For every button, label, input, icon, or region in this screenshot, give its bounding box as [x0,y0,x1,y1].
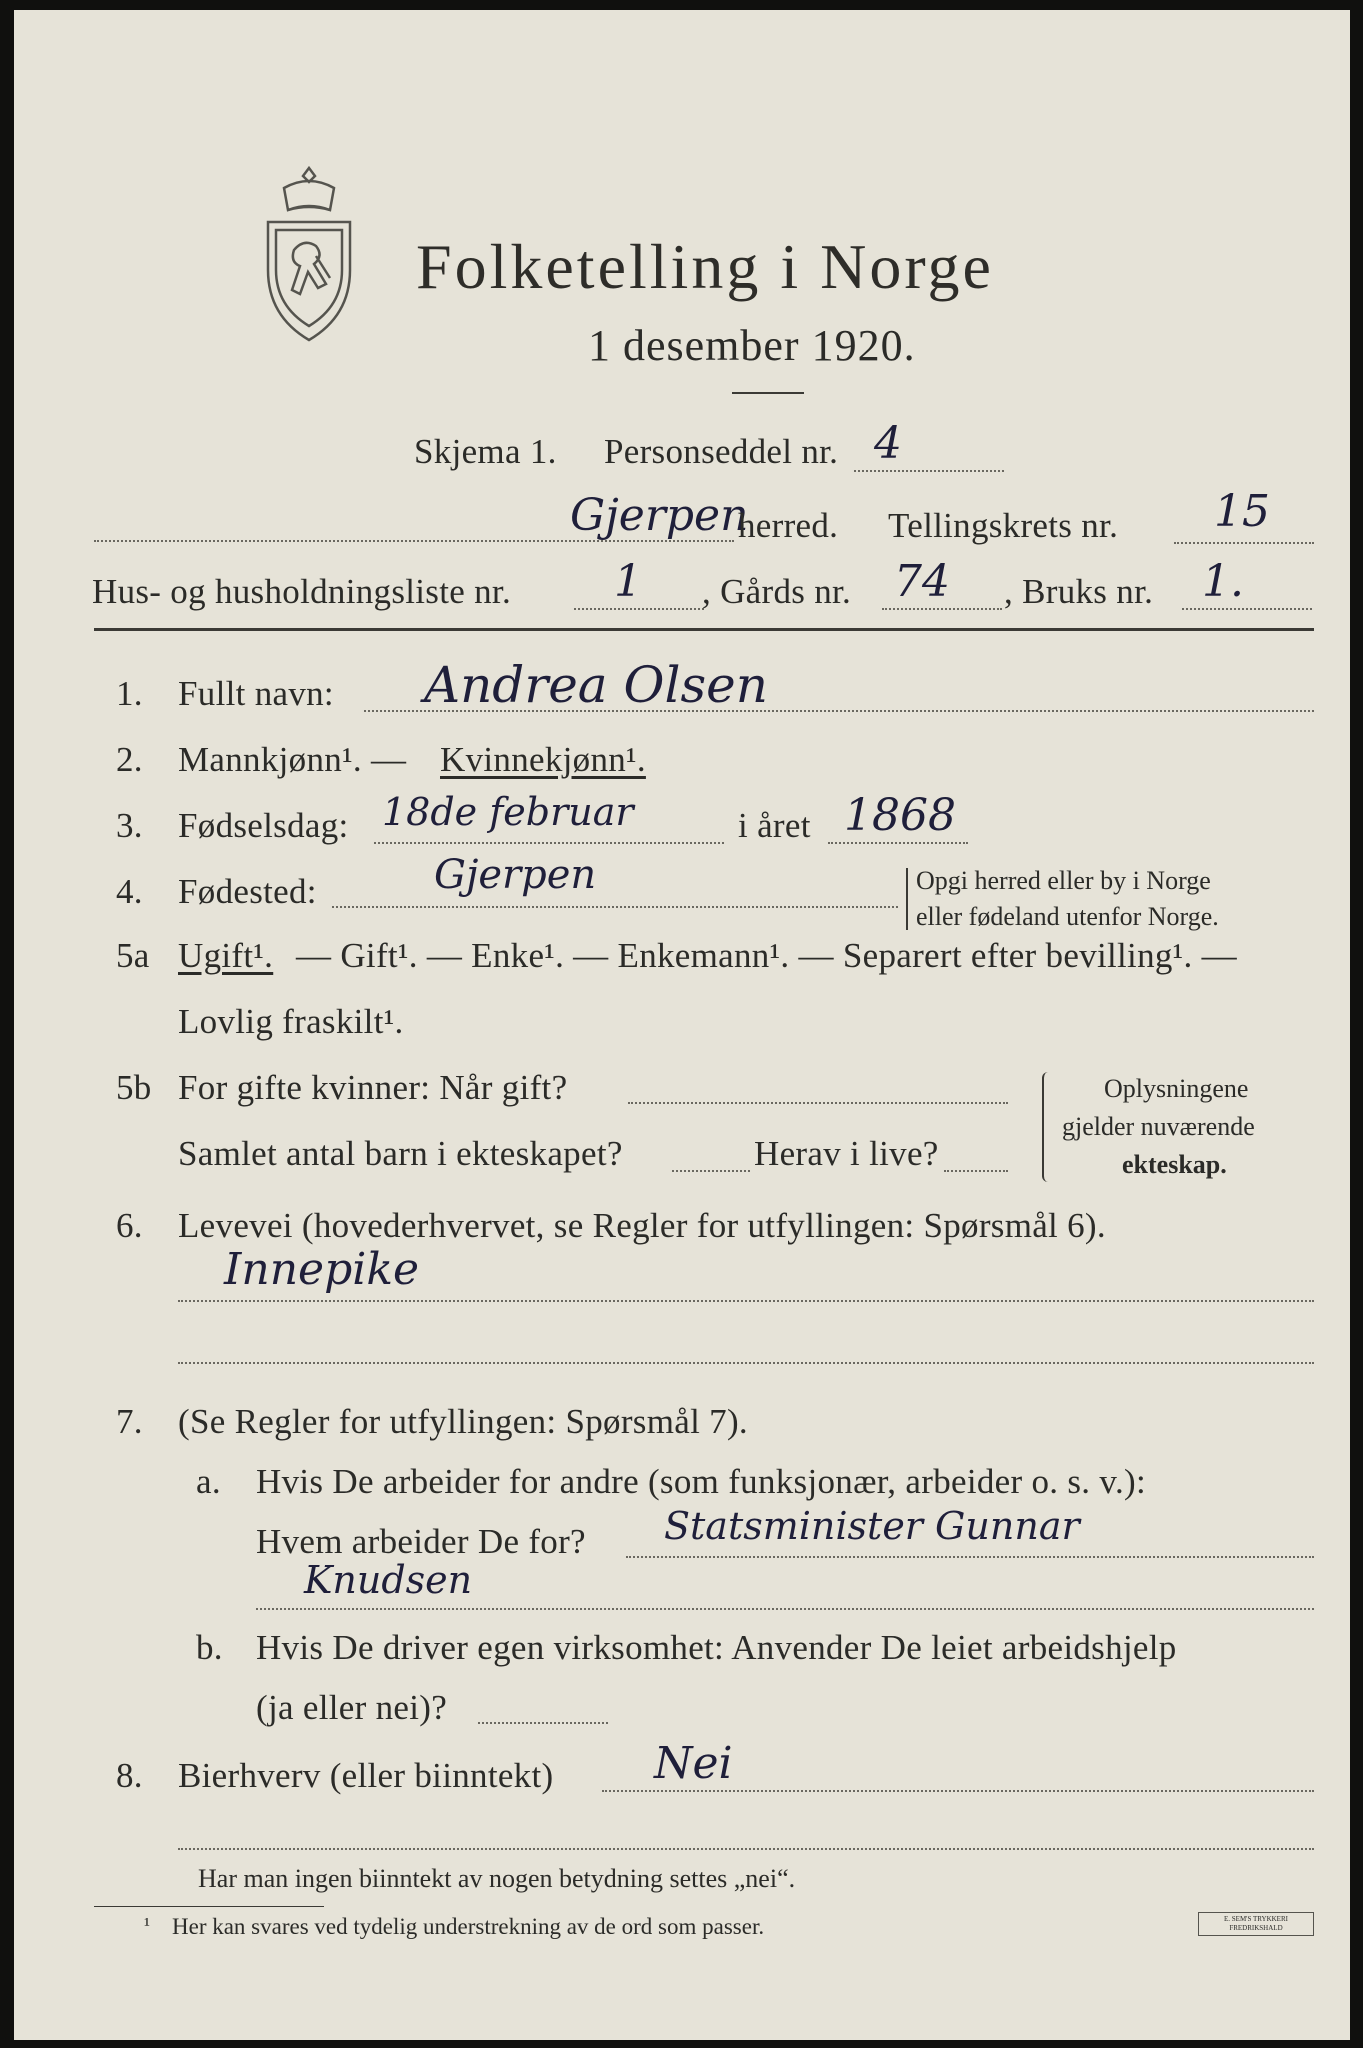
q7b-line2: (ja eller nei)? [256,1688,448,1727]
q7a-employer-line2 [256,1608,1314,1610]
q8-line1 [602,1790,1314,1792]
q3-day-line [374,842,724,844]
q1-label: Fullt navn: [178,674,334,713]
q2-number: 2. [116,740,143,779]
herred-value: Gjerpen [570,490,749,541]
q7a-employer-line1 [626,1556,1314,1558]
q4-number: 4. [116,872,143,911]
q6-number: 6. [116,1206,143,1245]
q7-label: (Se Regler for utfyllingen: Spørsmål 7). [178,1402,748,1441]
q2-male-option: Mannkjønn¹. — [178,740,407,779]
q5b-note-line3: ekteskap. [1122,1150,1227,1179]
q6-occupation-value: Innepike [224,1244,420,1295]
q7b-letter: b. [196,1628,223,1667]
q7a-letter: a. [196,1462,221,1501]
q8-number: 8. [116,1756,143,1795]
q5b-note-line1: Oplysningene [1104,1074,1249,1103]
q6-line2 [178,1362,1314,1364]
tellingskrets-label: Tellingskrets nr. [888,506,1119,545]
gaards-label: , Gårds nr. [702,572,852,611]
q4-birthplace-value: Gjerpen [434,852,597,898]
q5a-divorced-option: Lovlig fraskilt¹. [178,1002,404,1041]
header-divider [94,628,1314,631]
bruks-value: 1. [1202,556,1244,607]
q5b-note-brace [1042,1072,1054,1182]
footer-note: Har man ingen biinntekt av nogen betydning settes „nei“. [198,1864,796,1893]
husholdningsliste-label: Hus- og husholdningsliste nr. [92,572,511,611]
q5a-unmarried-option: Ugift¹. [178,936,274,975]
q4-note-bracket [906,868,908,930]
q3-year-line [828,842,968,844]
q5a-other-options: — Gift¹. — Enke¹. — Enkemann¹. — Separert efter bevilling¹. — [296,936,1237,975]
q7b-line1: Hvis De driver egen virksomhet: Anvender De leiet arbeidshjelp [256,1628,1177,1667]
bruks-label: , Bruks nr. [1004,572,1154,611]
q5a-number: 5a [116,936,150,975]
q3-number: 3. [116,806,143,845]
form-title: Folketelling i Norge [416,231,994,302]
census-date: 1 desember 1920. [588,321,916,370]
q3-birthday-value: 18de februar [382,790,634,834]
q4-line [332,906,898,908]
schema-label: Skjema 1. [414,432,557,471]
q7a-employer-value2: Knudsen [304,1558,473,1602]
q4-label: Fødested: [178,872,317,911]
footnote-divider [94,1906,324,1907]
title-divider [732,392,804,394]
q7a-employer-value1: Statsminister Gunnar [664,1504,1080,1548]
q5b-children-line [672,1170,750,1172]
q6-line1 [178,1300,1314,1302]
personseddel-value: 4 [874,418,902,469]
tellingskrets-line [1174,542,1314,544]
q3-label: Fødselsdag: [178,806,349,845]
gaards-line [882,608,1002,610]
footnote-text: Her kan svares ved tydelig understrekning av de ord som passer. [172,1914,765,1939]
q7-number: 7. [116,1402,143,1441]
q7a-employer-label: Hvem arbeider De for? [256,1522,586,1561]
q8-label: Bierhverv (eller biinntekt) [178,1756,554,1795]
q5b-married-when-line [628,1102,1008,1104]
personseddel-line [854,470,1004,472]
herred-label: herred. [738,506,839,545]
q3-year-label: i året [738,806,811,845]
q5b-alive-line [944,1170,1008,1172]
tellingskrets-value: 15 [1214,486,1270,537]
personseddel-label: Personseddel nr. [604,432,839,471]
q5b-note-line2: gjelder nuværende [1062,1112,1255,1141]
q7a-line1: Hvis De arbeider for andre (som funksjonær, arbeider o. s. v.): [256,1462,1146,1501]
q1-full-name-value: Andrea Olsen [424,656,768,714]
q5b-alive-label: Herav i live? [754,1134,939,1173]
gaards-value: 74 [894,556,950,607]
coat-of-arms-icon [254,160,364,350]
husholdningsliste-value: 1 [614,556,642,607]
husholdningsliste-line [574,608,704,610]
q2-female-option: Kvinnekjønn¹. [440,740,646,779]
q4-note-line2: eller fødeland utenfor Norge. [916,902,1219,931]
footnote-mark: ¹ [144,1914,150,1936]
q7b-answer-line [478,1722,608,1724]
q4-note-line1: Opgi herred eller by i Norge [916,866,1211,895]
bruks-line [1182,608,1312,610]
q5b-married-when: For gifte kvinner: Når gift? [178,1068,568,1107]
q3-year-value: 1868 [844,790,956,841]
q1-number: 1. [116,674,143,713]
q5b-number: 5b [116,1068,152,1107]
printer-stamp: E. SEM'S TRYKKERI FREDRIKSHALD [1198,1912,1314,1936]
q8-line2 [178,1848,1314,1850]
q6-label: Levevei (hovederhvervet, se Regler for utfyllingen: Spørsmål 6). [178,1206,1106,1245]
q8-side-income-value: Nei [654,1738,733,1789]
q5b-children-label: Samlet antal barn i ekteskapet? [178,1134,623,1173]
census-form-page [14,10,1350,2040]
